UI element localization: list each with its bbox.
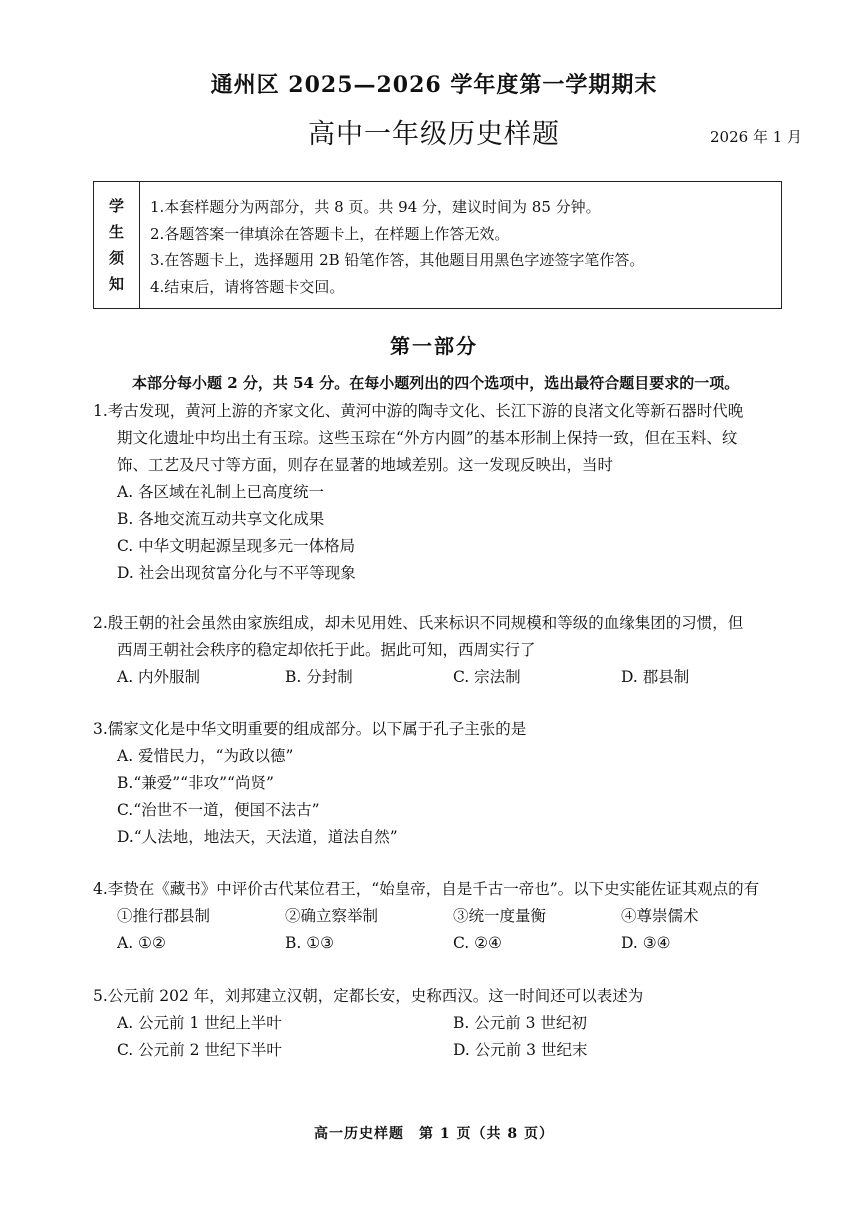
option-b: B. ①③ [285,934,335,952]
question-1 [93,398,793,587]
question-stem: 期文化遗址中均出土有玉琮。这些玉琮在“外方内圆”的基本形制上保持一致，但在玉料、纹 [117,429,738,447]
option-d: D.“人法地，地法天，天法道，道法自然” [117,828,398,846]
statement-row [93,903,793,930]
option-c: C. ②④ [453,934,502,952]
option-c: C. 宗法制 [453,668,521,686]
notice-item: 2.各题答案一律填涂在答题卡上，在样题上作答无效。 [150,224,510,243]
notice-label-char: 生 [108,223,124,241]
notice-label-char: 须 [108,249,124,267]
statement-item: ④尊崇儒术 [621,907,699,925]
options-row [93,1037,793,1064]
option-b: B. 各地交流互动共享文化成果 [117,510,325,528]
notice-label-char: 学 [108,197,124,215]
question-4 [93,876,793,957]
option-b: B. 公元前 3 世纪初 [453,1014,587,1032]
student-notice-box [93,181,782,309]
options-row [93,930,793,957]
notice-label-char: 知 [108,275,124,293]
notice-item: 3.在答题卡上，选择题用 2B 铅笔作答，其他题目用黑色字迹签字笔作答。 [150,251,645,269]
option-d: D. ③④ [621,934,671,952]
exam-title-line2: 高中一年级历史样题 [308,119,560,150]
part-instruction: 本部分每小题 2 分，共 54 分。在每小题列出的四个选项中，选出最符合题目要求的一项。 [132,374,740,392]
options-row [93,1010,793,1037]
option-a: A. 爱惜民力，“为政以德” [117,747,294,765]
option-a: A. 公元前 1 世纪上半叶 [117,1014,282,1032]
question-5 [93,983,793,1064]
exam-date: 2026 年 1 月 [710,128,803,146]
question-2 [93,610,793,691]
question-stem: 5.公元前 202 年，刘邦建立汉朝，定都长安，史称西汉。这一时间还可以表述为 [93,987,644,1005]
question-stem: 西周王朝社会秩序的稳定却依托于此。据此可知，西周实行了 [117,641,536,659]
page-footer: 高一历史样题 第 1 页（共 8 页） [314,1126,554,1142]
question-stem: 2.殷王朝的社会虽然由家族组成，却未见用姓、氏来标识不同规模和等级的血缘集团的习惯，但 [93,614,744,632]
question-stem: 4.李贽在《藏书》中评价古代某位君王，“始皇帝，自是千古一帝也”。以下史实能佐证其观点的有 [93,880,760,898]
option-c: C. 中华文明起源呈现多元一体格局 [117,537,356,555]
option-b: B. 分封制 [285,668,353,686]
option-d: D. 郡县制 [621,668,690,686]
option-a: A. 内外服制 [117,668,201,686]
option-c: C.“治世不一道，便国不法古” [117,801,320,819]
notice-item: 4.结束后，请将答题卡交回。 [150,277,345,296]
statement-item: ②确立察举制 [285,907,379,925]
statement-item: ①推行郡县制 [117,907,211,925]
option-d: D. 公元前 3 世纪末 [453,1041,588,1059]
notice-list [140,182,644,308]
statement-item: ③统一度量衡 [453,907,547,925]
option-a: A. 各区域在礼制上已高度统一 [117,483,325,501]
option-a: A. ①② [117,934,166,952]
question-stem: 1.考古发现，黄河上游的齐家文化、黄河中游的陶寺文化、长江下游的良渚文化等新石器时代晚 [93,402,744,420]
question-3 [93,716,793,851]
question-stem: 饰、工艺及尺寸等方面，则存在显著的地域差别。这一发现反映出，当时 [117,456,614,474]
option-c: C. 公元前 2 世纪下半叶 [117,1041,282,1059]
option-d: D. 社会出现贫富分化与不平等现象 [117,564,356,582]
question-stem: 3.儒家文化是中华文明重要的组成部分。以下属于孔子主张的是 [93,720,527,738]
option-b: B.“兼爱”“非攻”“尚贤” [117,774,274,792]
notice-label [94,182,140,308]
exam-title-line1: 通州区 2025—2026 学年度第一学期期末 [210,72,658,98]
notice-item: 1.本套样题分为两部分，共 8 页。共 94 分，建议时间为 85 分钟。 [150,198,601,216]
part-title: 第一部分 [390,334,478,358]
options-row [93,664,793,691]
